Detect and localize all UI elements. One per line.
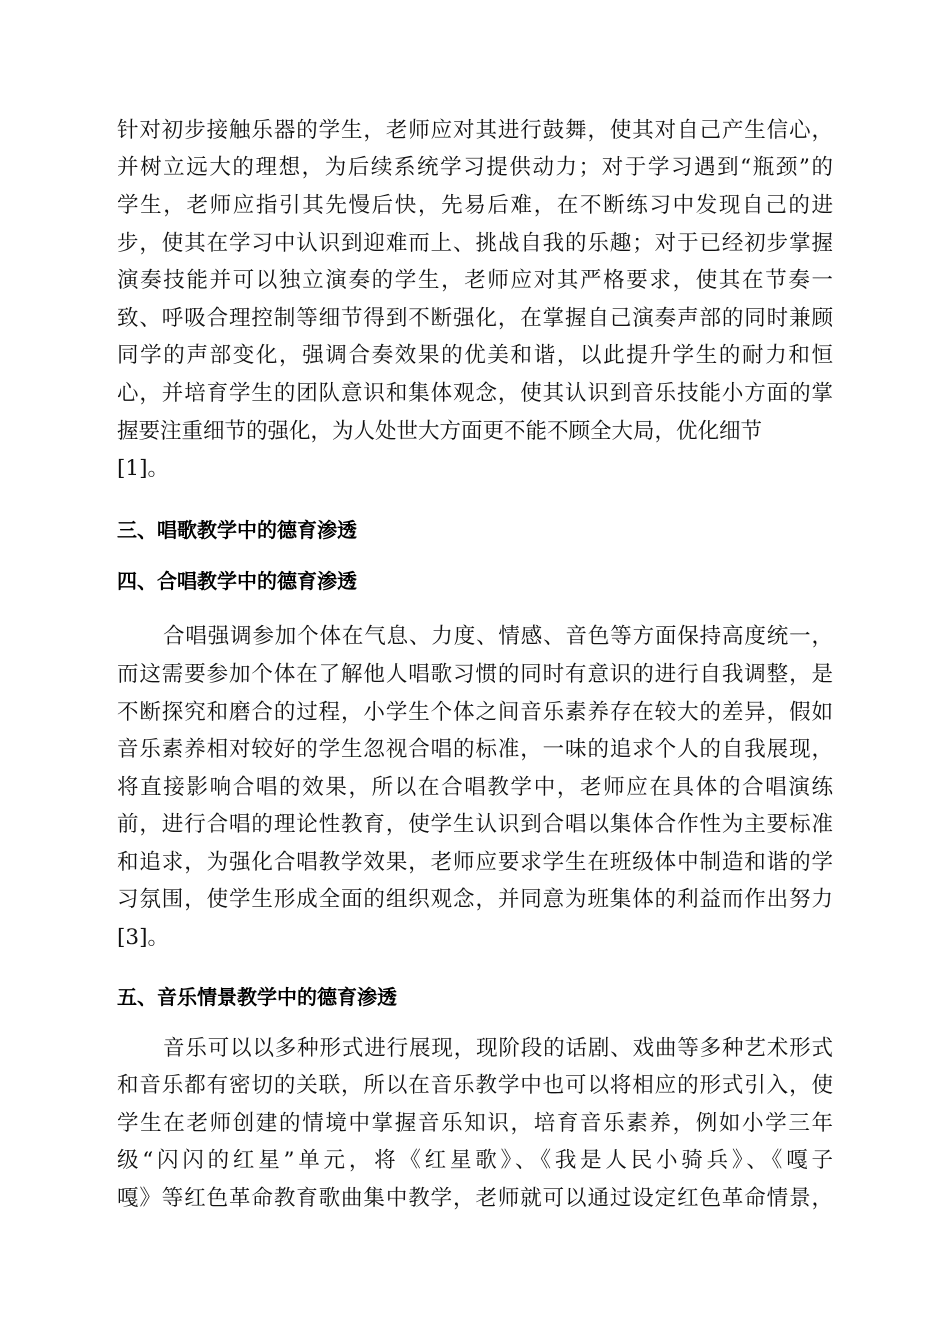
text-line: 合唱强调参加个体在气息、力度、情感、音色等方面保持高度统一， [163, 624, 833, 649]
section-heading-chorus: 四、合唱教学中的德育渗透 [117, 569, 357, 593]
text-line: 并树立远大的理想，为后续系统学习提供动力；对于学习遇到“瓶颈”的 [117, 155, 833, 180]
text-line: 和追求，为强化合唱教学效果，老师应要求学生在班级体中制造和谐的学 [117, 850, 833, 875]
text-line: 致、呼吸合理控制等细节得到不断强化，在掌握自己演奏声部的同时兼顾 [117, 306, 833, 331]
text-line: 前，进行合唱的理论性教育，使学生认识到合唱以集体合作性为主要标准 [117, 812, 833, 837]
text-line: [1]。 [117, 456, 169, 481]
text-line: 和音乐都有密切的关联，所以在音乐教学中也可以将相应的形式引入，使 [117, 1073, 833, 1098]
text-line: 同学的声部变化，强调合奏效果的优美和谐，以此提升学生的耐力和恒 [117, 343, 833, 368]
text-line: 音乐素养相对较好的学生忽视合唱的标准，一味的追求个人的自我展现， [117, 737, 833, 762]
text-line: 针对初步接触乐器的学生，老师应对其进行鼓舞，使其对自己产生信心， [117, 118, 833, 143]
text-line: 学生，老师应指引其先慢后快，先易后难，在不断练习中发现自己的进 [117, 193, 833, 218]
text-line: 音乐可以以多种形式进行展现，现阶段的话剧、戏曲等多种艺术形式 [163, 1036, 833, 1061]
section-heading-music-scene: 五、音乐情景教学中的德育渗透 [117, 985, 397, 1009]
text-line: 心，并培育学生的团队意识和集体观念，使其认识到音乐技能小方面的掌 [117, 381, 833, 406]
text-line: 习氛围，使学生形成全面的组织观念，并同意为班集体的利益而作出努力 [117, 887, 833, 912]
text-line: 级“闪闪的红星”单元，将《红星歌》、《我是人民小骑兵》、《嘎子 [117, 1148, 833, 1173]
text-line: 握要注重细节的强化，为人处世大方面更不能不顾全大局，优化细节 [117, 419, 763, 444]
section-heading-singing: 三、唱歌教学中的德育渗透 [117, 518, 357, 542]
text-line: 步，使其在学习中认识到迎难而上、挑战自我的乐趣；对于已经初步掌握 [117, 231, 833, 256]
text-line: 而这需要参加个体在了解他人唱歌习惯的同时有意识的进行自我调整，是 [117, 662, 833, 687]
text-line: 演奏技能并可以独立演奏的学生，老师应对其严格要求，使其在节奏一 [117, 268, 833, 293]
text-line: 嘎》等红色革命教育歌曲集中教学，老师就可以通过设定红色革命情景， [117, 1186, 833, 1211]
text-line: 学生在老师创建的情境中掌握音乐知识，培育音乐素养，例如小学三年 [117, 1111, 833, 1136]
text-line: 不断探究和磨合的过程，小学生个体之间音乐素养存在较大的差异，假如 [117, 700, 833, 725]
text-line: [3]。 [117, 925, 169, 950]
text-line: 将直接影响合唱的效果，所以在合唱教学中，老师应在具体的合唱演练 [117, 775, 833, 800]
